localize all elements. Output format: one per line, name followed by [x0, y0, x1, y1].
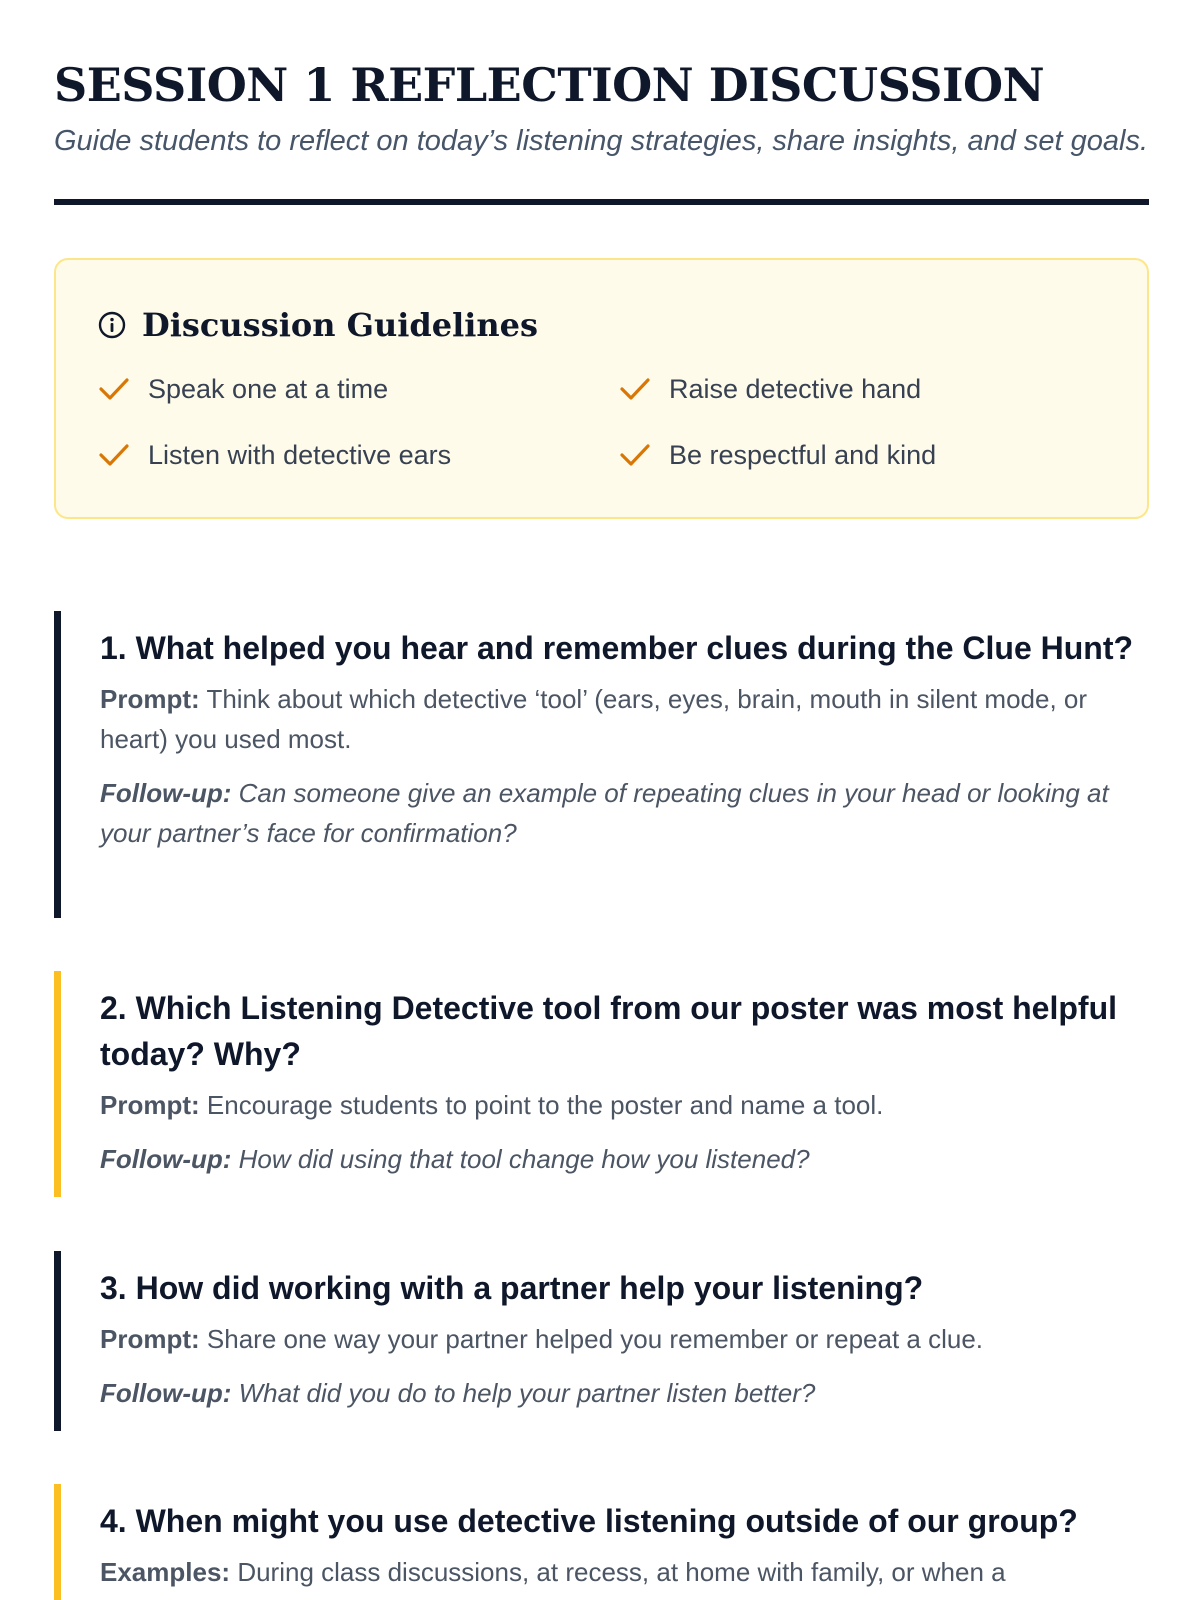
followup-label: Follow-up:	[100, 778, 232, 808]
question-followup	[100, 773, 1149, 853]
guidelines-box	[54, 258, 1149, 519]
check-icon	[98, 441, 130, 469]
question-followup	[100, 1139, 1149, 1179]
question-card	[54, 1484, 1149, 1600]
question-accent-bar	[54, 1251, 61, 1431]
followup-text: Can someone give an example of repeating clues in your head or looking at your partner’s face for confirmation?	[100, 778, 1109, 848]
header-divider	[54, 199, 1149, 205]
page-content	[54, 0, 1149, 519]
question-accent-bar	[54, 1484, 61, 1600]
guidelines-title: Discussion Guidelines	[142, 306, 539, 344]
info-icon	[98, 311, 126, 339]
question-title: 1. What helped you hear and remember clues during the Clue Hunt?	[100, 630, 1134, 666]
question-card	[54, 1251, 1149, 1431]
followup-label: Follow-up:	[100, 1378, 232, 1408]
followup-text: How did using that tool change how you listened?	[238, 1144, 810, 1174]
followup-label: Follow-up:	[100, 1144, 232, 1174]
question-prompt	[100, 679, 1149, 759]
question-card	[54, 611, 1149, 918]
guideline-text: Raise detective hand	[669, 374, 922, 404]
prompt-text: Think about which detective ‘tool’ (ears, eyes, brain, mouth in silent mode, or heart) you used most.	[100, 684, 1088, 754]
guideline-item	[98, 371, 388, 407]
prompt-text: Share one way your partner helped you remember or repeat a clue.	[206, 1324, 984, 1354]
page-title: SESSION 1 REFLECTION DISCUSSION	[54, 58, 1045, 112]
question-examples	[100, 1552, 1149, 1592]
prompt-label: Prompt:	[100, 684, 200, 714]
guidelines-header	[98, 305, 538, 345]
guideline-text: Listen with detective ears	[148, 440, 452, 470]
question-title: 4. When might you use detective listening outside of our group?	[100, 1503, 1078, 1539]
question-accent-bar	[54, 611, 61, 918]
prompt-text: Encourage students to point to the poster and name a tool.	[206, 1090, 884, 1120]
guideline-text: Speak one at a time	[148, 374, 389, 404]
guideline-item	[619, 371, 921, 407]
question-prompt	[100, 1085, 1149, 1125]
guideline-text: Be respectful and kind	[669, 440, 937, 470]
guideline-item	[619, 437, 936, 473]
question-title: 2. Which Listening Detective tool from our poster was most helpful today? Why?	[100, 990, 1117, 1072]
question-followup	[100, 1373, 1149, 1413]
guideline-item	[98, 437, 451, 473]
page-subtitle: Guide students to reflect on today’s listening strategies, share insights, and set goals.	[54, 125, 1149, 157]
check-icon	[619, 441, 651, 469]
question-title: 3. How did working with a partner help your listening?	[100, 1270, 924, 1306]
check-icon	[619, 375, 651, 403]
question-prompt	[100, 1319, 1149, 1359]
question-accent-bar	[54, 971, 61, 1197]
examples-text: During class discussions, at recess, at home with family, or when a	[237, 1557, 1006, 1587]
prompt-label: Prompt:	[100, 1324, 200, 1354]
examples-label: Examples:	[100, 1557, 231, 1587]
check-icon	[98, 375, 130, 403]
followup-text: What did you do to help your partner listen better?	[238, 1378, 816, 1408]
question-card	[54, 971, 1149, 1197]
prompt-label: Prompt:	[100, 1090, 200, 1120]
